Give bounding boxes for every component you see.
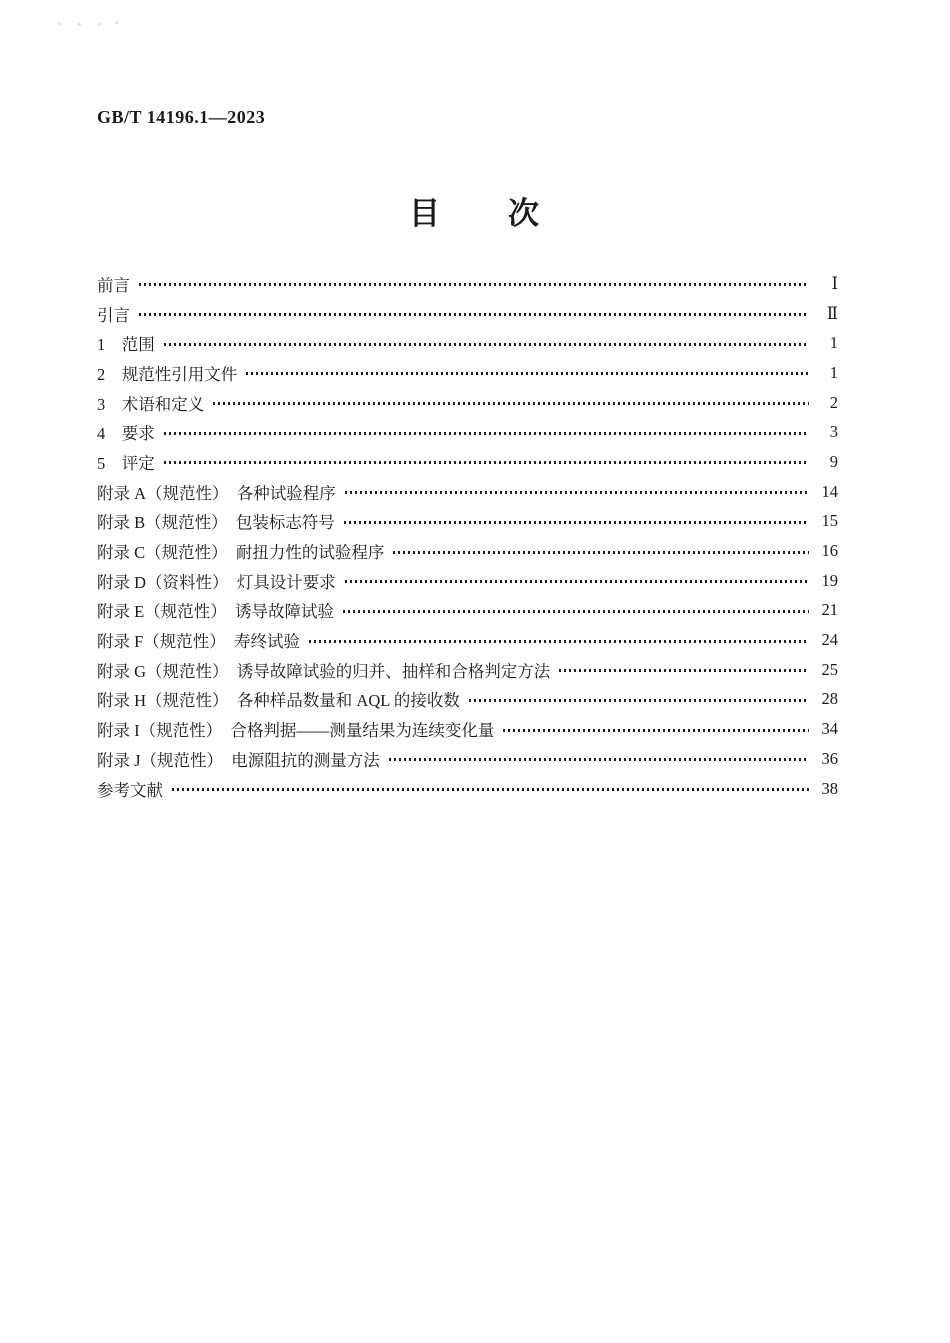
toc-entry-label: 附录 G（规范性） 诱导故障试验的归并、抽样和合格判定方法 [97,661,551,681]
toc-entry-label: 附录 F（规范性） 寿终试验 [97,632,301,652]
toc-entry [97,358,838,388]
toc-entry [97,596,838,626]
toc-entry-label: 参考文献 [97,780,163,800]
dotted-leader [164,343,809,346]
toc-entry-page: 1 [829,333,838,353]
toc-entry-page: 9 [829,451,838,471]
toc-entry-label: 4 要求 [97,424,155,444]
toc-entry-page: 25 [821,659,838,679]
toc-entry-page: 28 [821,689,838,709]
toc-entry-label: 附录 J（规范性） 电源阻抗的测量方法 [97,750,380,770]
scan-artifact [98,23,101,26]
toc-entry-page: Ⅰ [831,273,838,293]
toc-entry-label: 附录 B（规范性） 包装标志符号 [97,513,335,533]
dotted-leader [139,283,809,286]
dotted-leader [172,788,809,791]
toc-entry [97,774,838,804]
toc-entry-page: 3 [829,422,838,442]
toc-entry-label: 附录 H（规范性） 各种样品数量和 AQL 的接收数 [97,691,460,711]
dotted-leader [343,610,809,613]
scan-artifact [78,23,81,26]
toc-entry [97,299,838,329]
dotted-leader [469,699,809,702]
toc-entry [97,744,838,774]
toc-entry-label: 附录 C（规范性） 耐扭力性的试验程序 [97,543,385,563]
toc-entry [97,625,838,655]
toc-entry [97,328,838,358]
dotted-leader [164,432,809,435]
toc-entry-label: 附录 A（规范性） 各种试验程序 [97,483,336,503]
toc-entry-label: 附录 E（规范性） 诱导故障试验 [97,602,334,622]
toc-entry [97,566,838,596]
dotted-leader [389,758,809,761]
dotted-leader [345,580,809,583]
toc-entry-page: 34 [821,719,838,739]
dotted-leader [246,372,809,375]
toc-entry-label: 前言 [97,275,130,295]
dotted-leader [559,669,809,672]
toc-entry-label: 附录 I（规范性） 合格判据——测量结果为连续变化量 [97,721,495,741]
dotted-leader [309,640,809,643]
toc-entry-label: 3 术语和定义 [97,394,205,414]
toc-entry-label: 附录 D（资料性） 灯具设计要求 [97,572,336,592]
toc-entry [97,536,838,566]
scan-artifact [58,22,61,25]
toc-entry [97,477,838,507]
toc-entry-page: 16 [821,541,838,561]
toc-entry-page: 2 [829,392,838,412]
page-title: 目 次 [409,196,541,231]
toc-entry-page: 14 [821,481,838,501]
toc-entry-page: 24 [821,630,838,650]
toc-entry [97,685,838,715]
toc-entry-page: 38 [821,778,838,798]
standard-number: GB/T 14196.1—2023 [97,107,266,127]
dotted-leader [164,461,809,464]
toc-entry [97,269,838,299]
toc-entry-label: 1 范围 [97,335,155,355]
toc-entry-label: 5 评定 [97,453,155,473]
dotted-leader [213,402,809,405]
toc-entry-page: 19 [821,570,838,590]
toc-entry-page: 1 [829,362,838,382]
dotted-leader [393,551,809,554]
dotted-leader [344,521,809,524]
dotted-leader [345,491,809,494]
toc-entry-page: 15 [821,511,838,531]
dotted-leader [139,313,809,316]
toc-list [97,269,838,803]
toc-entry-page: 21 [821,600,838,620]
toc-entry [97,714,838,744]
toc-entry-page: Ⅱ [826,303,838,323]
toc-entry [97,507,838,537]
toc-entry-label: 引言 [97,305,130,325]
scan-artifact [115,21,118,24]
toc-entry [97,447,838,477]
toc-entry-label: 2 规范性引用文件 [97,364,238,384]
toc-entry-page: 36 [821,748,838,768]
toc-entry [97,655,838,685]
toc-entry [97,417,838,447]
toc-entry [97,388,838,418]
dotted-leader [503,729,809,732]
